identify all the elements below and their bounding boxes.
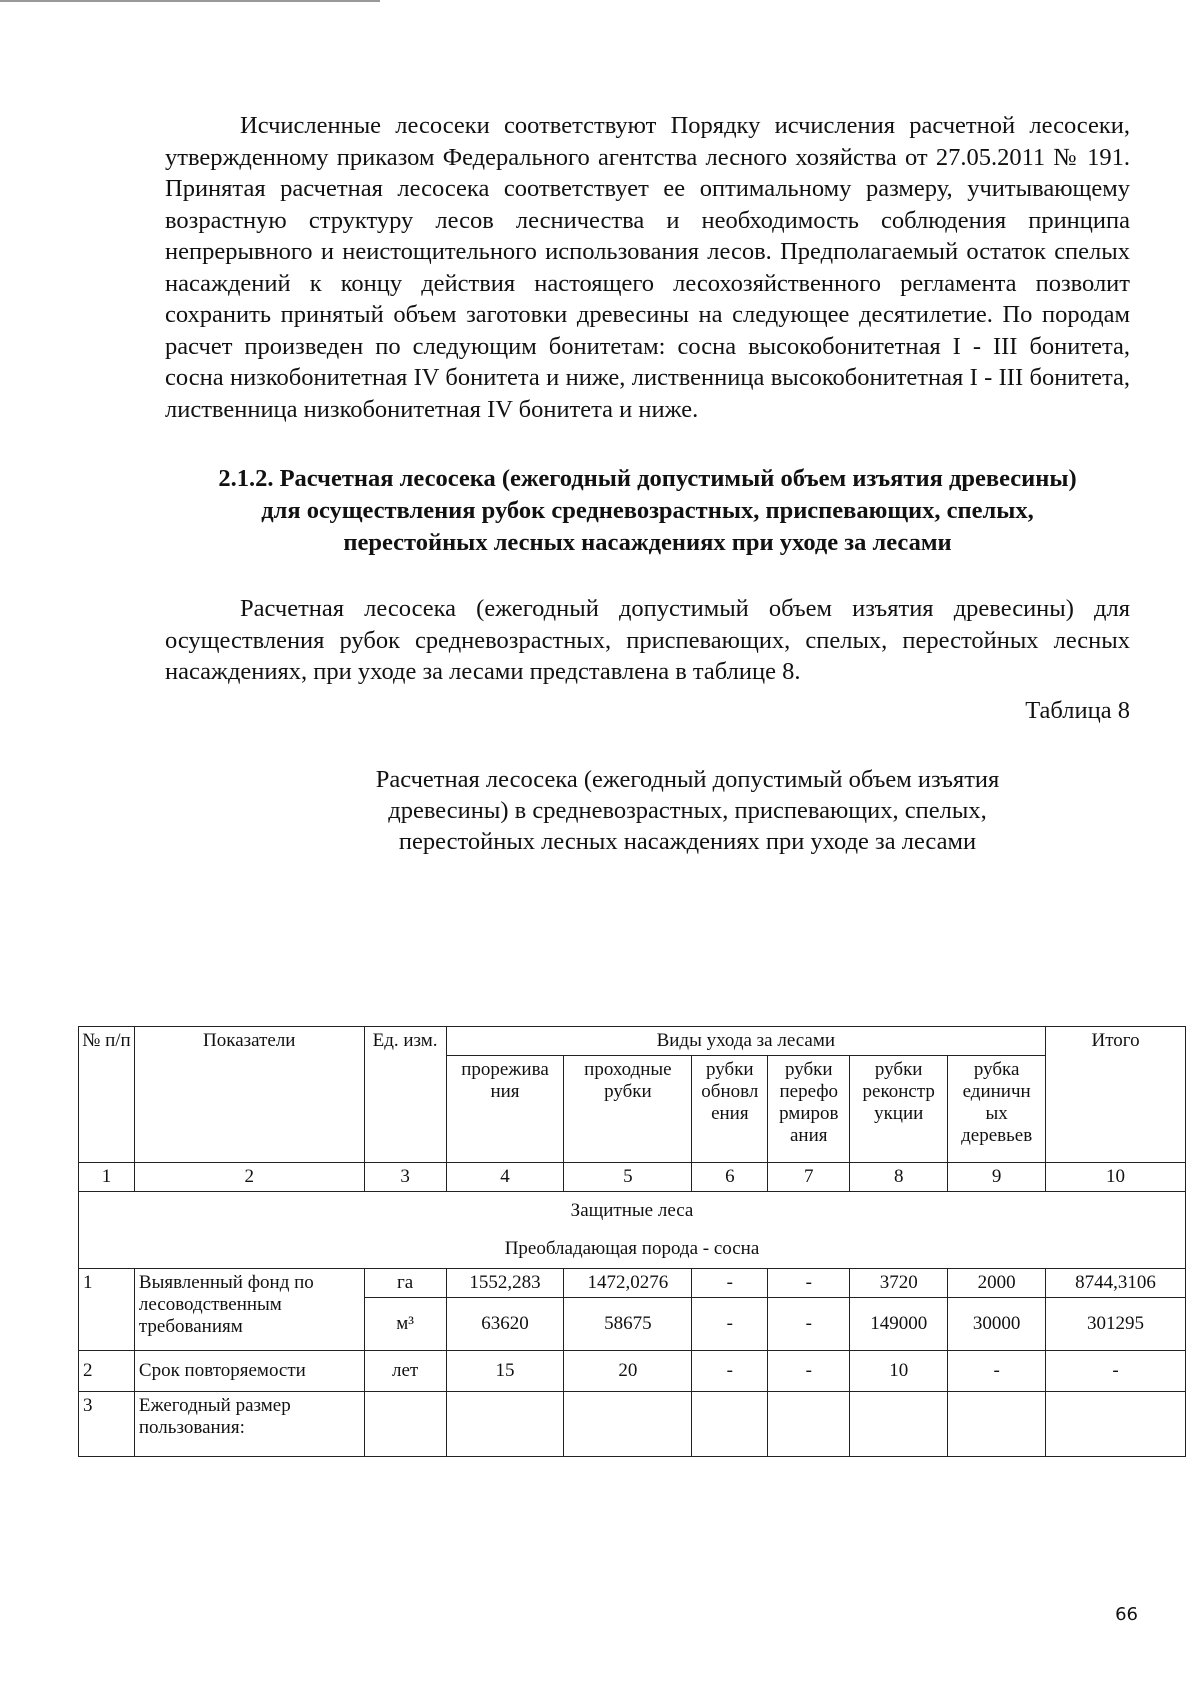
cell-value: 20 <box>564 1351 692 1392</box>
cell-value <box>768 1392 850 1457</box>
row-num: 2 <box>79 1351 135 1392</box>
row-num: 1 <box>79 1269 135 1351</box>
table-row <box>79 1269 1186 1298</box>
header-type-thinning: прорежива ния <box>446 1056 564 1163</box>
header-indicator: Показатели <box>134 1027 364 1163</box>
cell-value: - <box>692 1298 768 1351</box>
row-unit <box>364 1392 446 1457</box>
cell-value: - <box>768 1351 850 1392</box>
column-number: 4 <box>446 1163 564 1192</box>
cell-value: 58675 <box>564 1298 692 1351</box>
row-indicator: Срок повторяемости <box>134 1351 364 1392</box>
cell-value: - <box>1046 1351 1186 1392</box>
header-row-1 <box>79 1027 1186 1056</box>
cell-value: 1472,0276 <box>564 1269 692 1298</box>
header-type-reformation: рубки перефо рмиров ания <box>768 1056 850 1163</box>
row-unit: га <box>364 1269 446 1298</box>
column-number: 6 <box>692 1163 768 1192</box>
cell-value: 63620 <box>446 1298 564 1351</box>
column-number: 1 <box>79 1163 135 1192</box>
section-row <box>79 1192 1186 1231</box>
column-number-row <box>79 1163 1186 1192</box>
column-number: 9 <box>948 1163 1046 1192</box>
cell-value: 301295 <box>1046 1298 1186 1351</box>
header-unit: Ед. изм. <box>364 1027 446 1163</box>
table-row <box>79 1351 1186 1392</box>
header-type-renewal: рубки обновл ения <box>692 1056 768 1163</box>
table-title: Расчетная лесосека (ежегодный допустимый объем изъятия древесины) в средневозрастных, приспевающих, спелых, перестойных лесных насаждениях при уходе за лесами <box>375 765 1000 855</box>
row-unit: м³ <box>364 1298 446 1351</box>
cell-value <box>446 1392 564 1457</box>
column-number: 5 <box>564 1163 692 1192</box>
page-body <box>165 110 1130 857</box>
cell-value: - <box>948 1351 1046 1392</box>
column-number: 2 <box>134 1163 364 1192</box>
cell-value: 3720 <box>850 1269 948 1298</box>
cell-value: 149000 <box>850 1298 948 1351</box>
cell-value: 8744,3106 <box>1046 1269 1186 1298</box>
section-label: Защитные леса <box>79 1192 1186 1231</box>
subsection-row <box>79 1230 1186 1269</box>
cell-value: 30000 <box>948 1298 1046 1351</box>
cell-value: 1552,283 <box>446 1269 564 1298</box>
cell-value <box>692 1392 768 1457</box>
table-row <box>79 1392 1186 1457</box>
column-number: 8 <box>850 1163 948 1192</box>
row-num: 3 <box>79 1392 135 1457</box>
section-heading: 2.1.2. Расчетная лесосека (ежегодный допустимый объем изъятия древесины) для осуществления рубок средневозрастных, приспевающих, спелых, перестойных лесных насаждениях при уходе за лесами <box>218 465 1077 556</box>
cell-value: - <box>692 1269 768 1298</box>
table-label: Таблица 8 <box>1025 696 1130 724</box>
cell-value <box>564 1392 692 1457</box>
page-number: 66 <box>1115 1604 1138 1625</box>
subsection-label: Преобладающая порода - сосна <box>79 1230 1186 1269</box>
row-unit: лет <box>364 1351 446 1392</box>
cell-value <box>1046 1392 1186 1457</box>
column-number: 10 <box>1046 1163 1186 1192</box>
scan-edge-line <box>0 0 380 2</box>
header-type-reconstruction: рубки реконстр укции <box>850 1056 948 1163</box>
cell-value: - <box>692 1351 768 1392</box>
cutting-area-table <box>78 1026 1186 1457</box>
header-types-group: Виды ухода за лесами <box>446 1027 1046 1056</box>
cell-value: - <box>768 1269 850 1298</box>
header-total: Итого <box>1046 1027 1186 1163</box>
paragraph-1: Исчисленные лесосеки соответствуют Порядку исчисления расчетной лесосеки, утвержденному приказом Федерального агентства лесного хозяйства от 27.05.2011 № 191. Принятая расчетная лесосека соответствует ее оптимальному размеру, учитывающему возрастную структуру лесов лесничества и необходимость соблюдения принципа непрерывного и неистощительного использования лесов. Предполагаемый остаток спелых насаждений к концу действия настоящего лесохозяйственного регламента позволит сохранить принятый объем заготовки древесины на следующее десятилетие. По породам расчет произведен по следующим бонитетам: сосна высокобонитетная I - III бонитета, сосна низкобонитетная IV бонитета и ниже, лиственница высокобонитетная I - III бонитета, лиственница низкобонитетная IV бонитета и ниже. <box>165 112 1130 423</box>
header-num: № п/п <box>79 1027 135 1163</box>
cell-value: 2000 <box>948 1269 1046 1298</box>
cell-value <box>850 1392 948 1457</box>
column-number: 3 <box>364 1163 446 1192</box>
row-indicator: Выявленный фонд по лесоводственным требованиям <box>134 1269 364 1351</box>
header-type-passage-cutting: проходные рубки <box>564 1056 692 1163</box>
cell-value: - <box>768 1298 850 1351</box>
cell-value: 10 <box>850 1351 948 1392</box>
paragraph-2: Расчетная лесосека (ежегодный допустимый объем изъятия древесины) для осуществления рубок средневозрастных, приспевающих, спелых, перестойных лесных насаждениях, при уходе за лесами представлена в таблице 8. <box>165 595 1130 685</box>
column-number: 7 <box>768 1163 850 1192</box>
row-indicator: Ежегодный размер пользования: <box>134 1392 364 1457</box>
cell-value: 15 <box>446 1351 564 1392</box>
header-type-single-trees: рубка единичн ых деревьев <box>948 1056 1046 1163</box>
cell-value <box>948 1392 1046 1457</box>
